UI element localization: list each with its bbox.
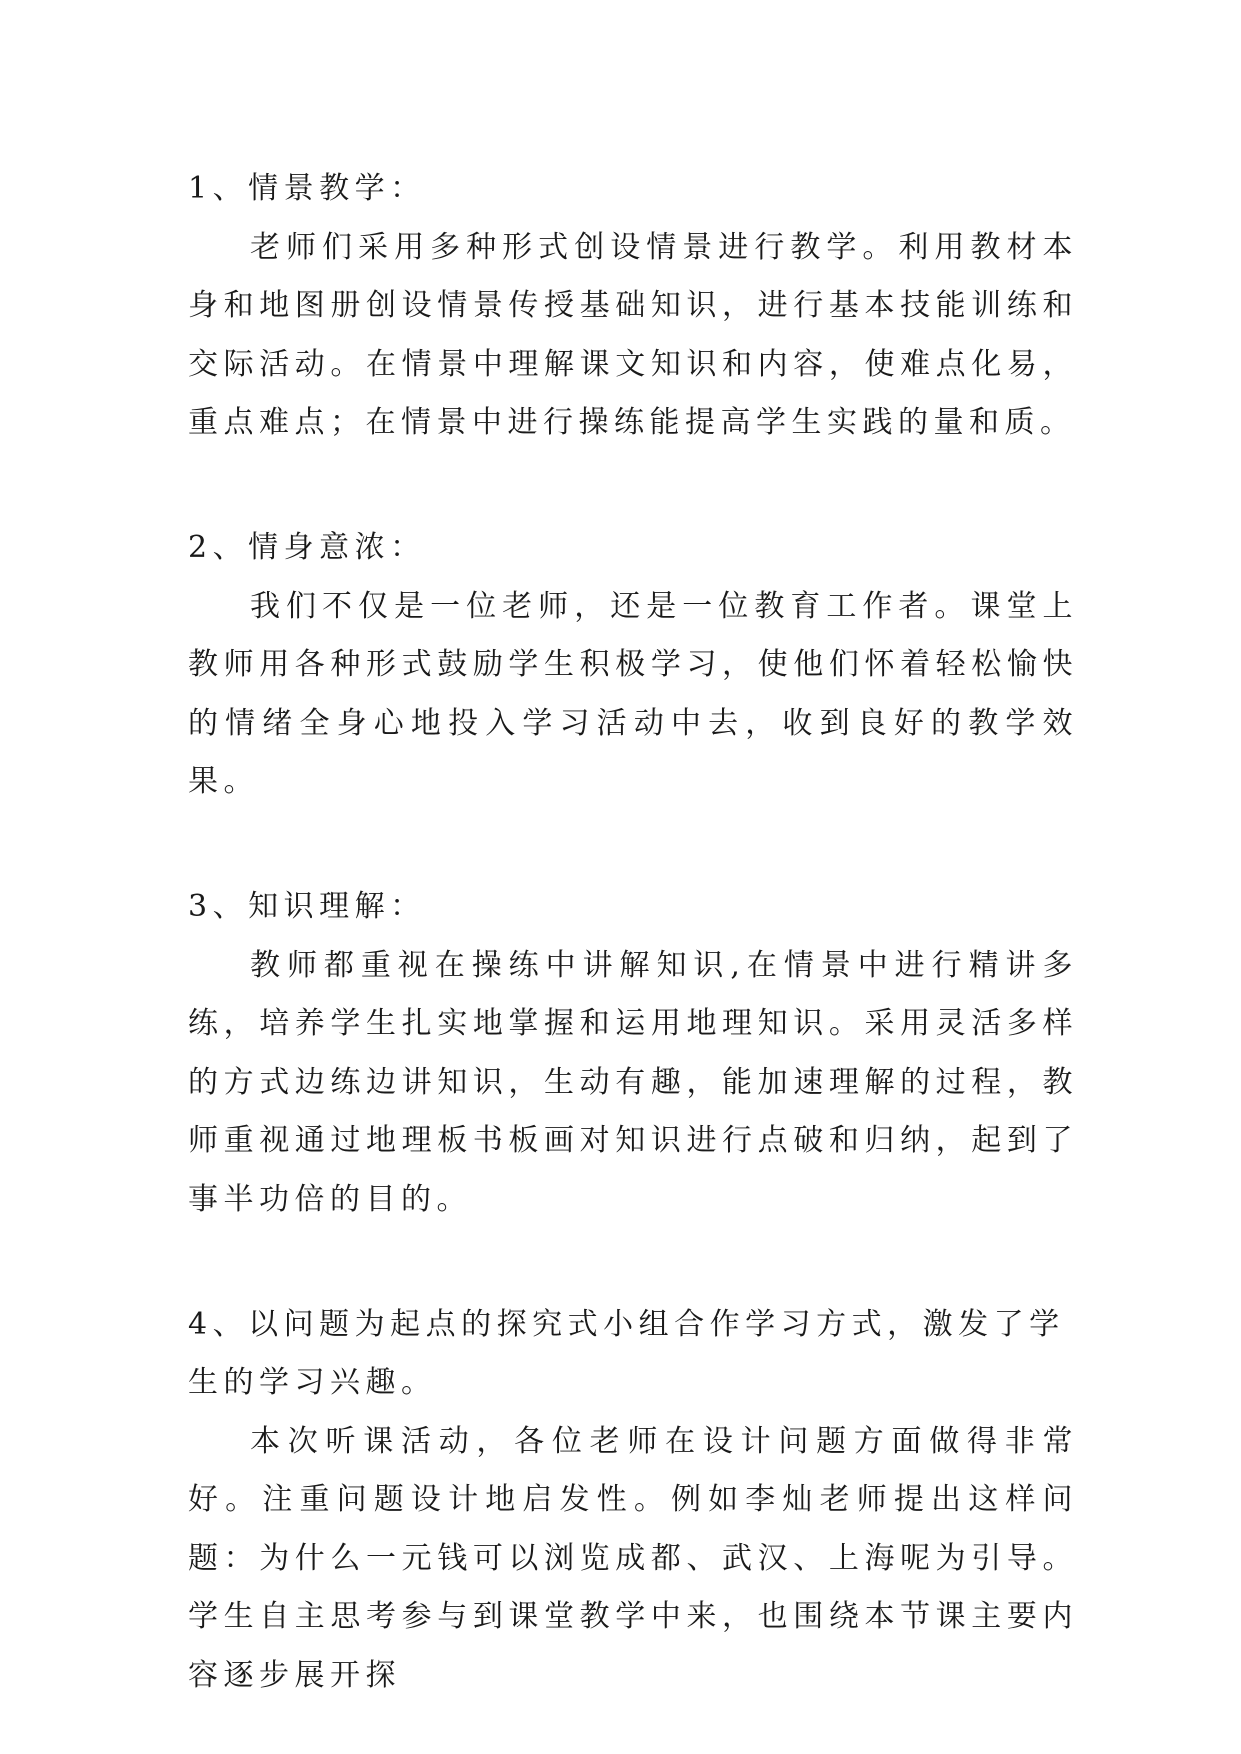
section-emotional-engagement [188,519,1078,812]
section-knowledge-understanding [188,878,1078,1230]
section-inquiry-learning [188,1296,1078,1706]
section-heading: 4、以问题为起点的探究式小组合作学习方式，激发了学生的学习兴趣。 [188,1306,1065,1401]
section-heading: 1、情景教学： [188,171,426,206]
section-situational-teaching [188,160,1078,453]
section-heading: 3、知识理解： [188,888,426,924]
section-paragraph: 老师们采用多种形式创设情景进行教学。利用教材本身和地图册创设情景传授基础知识，进行基本技能训练和交际活动。在情景中理解课文知识和内容，使难点化易，重点难点；在情景中进行操练能提高学生实践的量和质。 [188,229,1078,441]
section-paragraph: 本次听课活动，各位老师在设计问题方面做得非常好。注重问题设计地启发性。例如李灿老师提出这样问题：为什么一元钱可以浏览成都、武汉、上海呢为引导。学生自主思考参与到课堂教学中来，也围绕本节课主要内容逐步展开探 [188,1423,1078,1694]
section-paragraph: 教师都重视在操练中讲解知识,在情景中进行精讲多练，培养学生扎实地掌握和运用地理知识。采用灵活多样的方式边练边讲知识，生动有趣，能加速理解的过程，教师重视通过地理板书板画对知识进行点破和归纳，起到了事半功倍的目的。 [188,947,1078,1217]
section-heading: 2、情身意浓： [188,529,426,565]
document-body [188,160,1078,1706]
section-paragraph: 我们不仅是一位老师，还是一位教育工作者。课堂上教师用各种形式鼓励学生积极学习，使他们怀着轻松愉快的情绪全身心地投入学习活动中去，收到良好的教学效果。 [188,588,1078,800]
